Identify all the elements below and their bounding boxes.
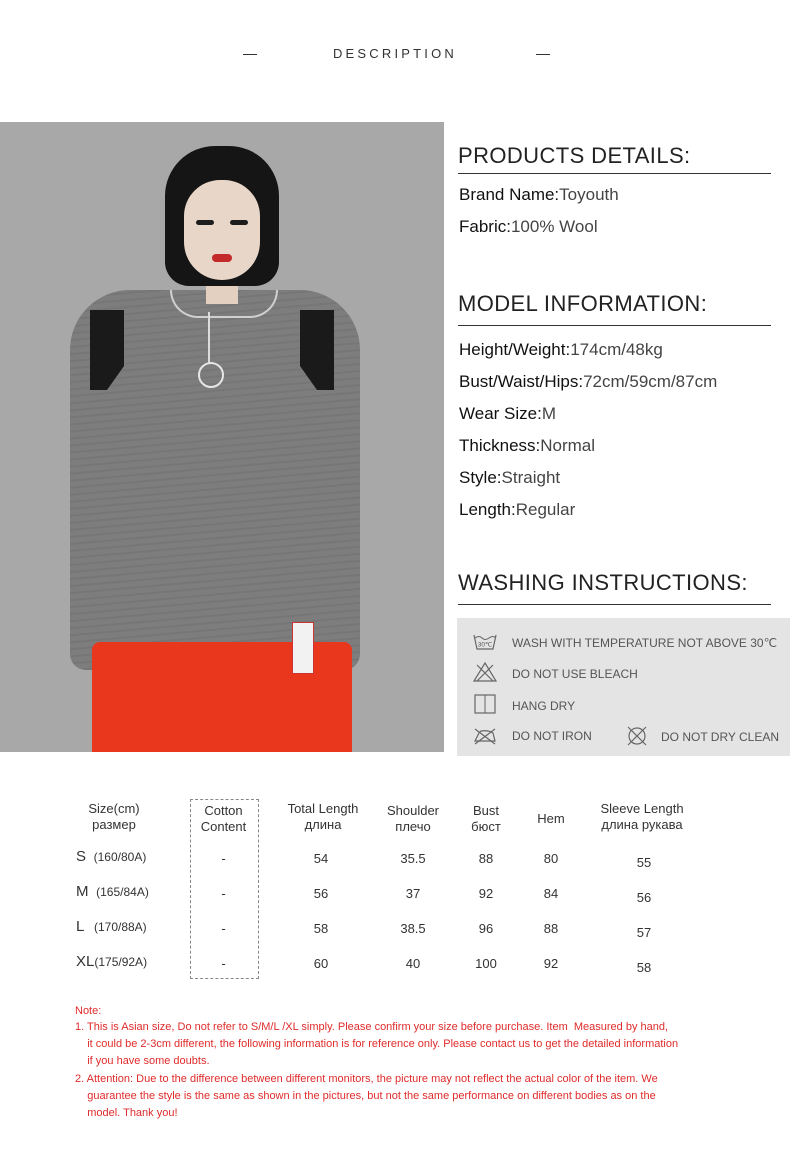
note-line: guarantee the style is the same as shown in the pictures, but not the same performance on different bodies as on the xyxy=(75,1090,656,1102)
model-style xyxy=(459,468,560,488)
wash-30-icon xyxy=(473,632,497,652)
header-line: Hem xyxy=(537,811,565,826)
model-key: Style: xyxy=(459,468,502,487)
model-bust-waist-hips xyxy=(459,372,717,392)
size-label: XL xyxy=(76,953,95,970)
model-key: Wear Size: xyxy=(459,404,542,423)
model-value: 72cm/59cm/87cm xyxy=(583,372,718,391)
detail-key: Brand Name: xyxy=(459,185,560,204)
shoulder-value: 37 xyxy=(405,886,421,901)
washing-instructions-box xyxy=(457,618,790,756)
size-spec: (175/92A) xyxy=(94,955,148,969)
header-hem xyxy=(526,811,576,827)
model-information-divider xyxy=(458,325,771,326)
header-line: Cotton xyxy=(204,803,243,818)
total-length-value: 58 xyxy=(313,921,329,936)
product-photo xyxy=(0,122,444,752)
no-bleach-icon xyxy=(473,662,497,682)
hem-value: 84 xyxy=(543,886,559,901)
header-line: Sleeve Length xyxy=(600,801,684,816)
detail-brand xyxy=(459,185,619,205)
model-value: Straight xyxy=(501,468,561,487)
model-key: Thickness: xyxy=(459,436,541,455)
header-line: размер xyxy=(92,817,136,832)
size-label: S xyxy=(76,848,87,865)
size-label: L xyxy=(76,918,85,935)
cotton-value: - xyxy=(221,921,226,936)
size-spec: (160/80A) xyxy=(93,850,147,864)
header-line: плечо xyxy=(395,819,431,834)
model-value: Regular xyxy=(515,500,576,519)
products-details-divider xyxy=(458,173,771,174)
header-total-length xyxy=(273,801,373,833)
washing-instructions-title: WASHING INSTRUCTIONS: xyxy=(458,570,748,595)
size-spec: (165/84A) xyxy=(96,885,149,899)
header-dash-right xyxy=(536,54,550,55)
header-sleeve-length xyxy=(586,801,698,833)
eye-right xyxy=(230,220,248,225)
model-key: Bust/Waist/Hips: xyxy=(459,372,584,391)
hang-dry-text: HANG DRY xyxy=(512,699,576,713)
sleeve-value: 57 xyxy=(636,925,652,940)
washing-instructions-divider xyxy=(458,604,771,605)
header-line: длина xyxy=(304,817,342,832)
wash-temperature-label: 30℃ xyxy=(477,641,493,649)
products-details-title: PRODUCTS DETAILS: xyxy=(458,143,691,168)
detail-value: 100% Wool xyxy=(510,217,598,236)
detail-fabric xyxy=(459,217,598,237)
table-row xyxy=(68,884,178,900)
no-dry-clean-icon xyxy=(625,726,649,746)
table-row xyxy=(68,919,178,935)
sleeve-value: 56 xyxy=(636,890,652,905)
wash-temperature-text: WASH WITH TEMPERATURE NOT ABOVE 30℃ xyxy=(512,636,778,650)
header-shoulder xyxy=(373,803,453,835)
description-header xyxy=(0,45,790,65)
model-length xyxy=(459,500,575,520)
lips-shape xyxy=(212,254,232,262)
bust-value: 96 xyxy=(478,921,494,936)
model-value: M xyxy=(541,404,556,423)
no-bleach-text: DO NOT USE BLEACH xyxy=(512,667,638,681)
model-key: Length: xyxy=(459,500,516,519)
model-thickness xyxy=(459,436,595,456)
shoulder-value: 35.5 xyxy=(400,851,426,866)
header-line: бюст xyxy=(471,819,501,834)
shoulder-value: 38.5 xyxy=(400,921,426,936)
hem-value: 92 xyxy=(543,956,559,971)
header-title: DESCRIPTION xyxy=(332,46,458,61)
necklace-collar xyxy=(170,290,278,318)
no-iron-icon xyxy=(473,725,497,745)
note-line: if you have some doubts. xyxy=(75,1055,210,1067)
note-line: it could be 2-3cm different, the following information is for reference only. Please contact us to get the detailed information xyxy=(75,1038,679,1050)
note-line: 1. This is Asian size, Do not refer to S/M/L /XL simply. Please confirm your size before purchase. Item Measured by hand, xyxy=(75,1021,669,1033)
total-length-value: 56 xyxy=(313,886,329,901)
total-length-value: 60 xyxy=(313,956,329,971)
model-height-weight xyxy=(459,340,663,360)
hang-dry-icon xyxy=(473,694,497,714)
sleeve-value: 58 xyxy=(636,960,652,975)
header-bust xyxy=(458,803,514,835)
no-iron-text: DO NOT IRON xyxy=(512,729,592,743)
no-dry-clean-text: DO NOT DRY CLEAN xyxy=(661,730,780,744)
table-row xyxy=(68,849,178,865)
size-label: M xyxy=(76,883,89,900)
necklace-ring xyxy=(198,362,224,388)
hem-value: 88 xyxy=(543,921,559,936)
hem-value: 80 xyxy=(543,851,559,866)
note-line: 2. Attention: Due to the difference between different monitors, the picture may not reflect the actual color of the item. We xyxy=(75,1073,658,1085)
note-label: Note: xyxy=(75,1005,102,1017)
cotton-value: - xyxy=(221,886,226,901)
header-cotton xyxy=(190,803,257,835)
shoulder-value: 40 xyxy=(405,956,421,971)
header-line: Shoulder xyxy=(386,803,440,818)
size-spec: (170/88A) xyxy=(93,920,147,934)
bust-value: 88 xyxy=(478,851,494,866)
pocket-tag xyxy=(292,622,314,674)
header-line: Bust xyxy=(472,803,499,818)
necklace-pendant xyxy=(208,312,210,364)
model-information-title: MODEL INFORMATION: xyxy=(458,291,708,316)
model-wear-size xyxy=(459,404,556,424)
header-size xyxy=(62,801,166,833)
eye-left xyxy=(196,220,214,225)
bust-value: 92 xyxy=(478,886,494,901)
header-line: Total Length xyxy=(287,801,359,816)
bust-value: 100 xyxy=(475,956,497,971)
model-key: Height/Weight: xyxy=(459,340,571,359)
header-line: длина рукава xyxy=(601,817,683,832)
header-line: Content xyxy=(200,819,247,834)
model-value: 174cm/48kg xyxy=(570,340,663,359)
face-shape xyxy=(184,180,260,280)
detail-value: Toyouth xyxy=(559,185,619,204)
header-line: Size(cm) xyxy=(88,801,140,816)
sleeve-value: 55 xyxy=(636,855,652,870)
detail-key: Fabric: xyxy=(459,217,511,236)
note-line: model. Thank you! xyxy=(75,1107,178,1119)
cotton-value: - xyxy=(221,956,226,971)
total-length-value: 54 xyxy=(313,851,329,866)
cotton-value: - xyxy=(221,851,226,866)
table-row xyxy=(68,954,178,970)
model-value: Normal xyxy=(540,436,596,455)
